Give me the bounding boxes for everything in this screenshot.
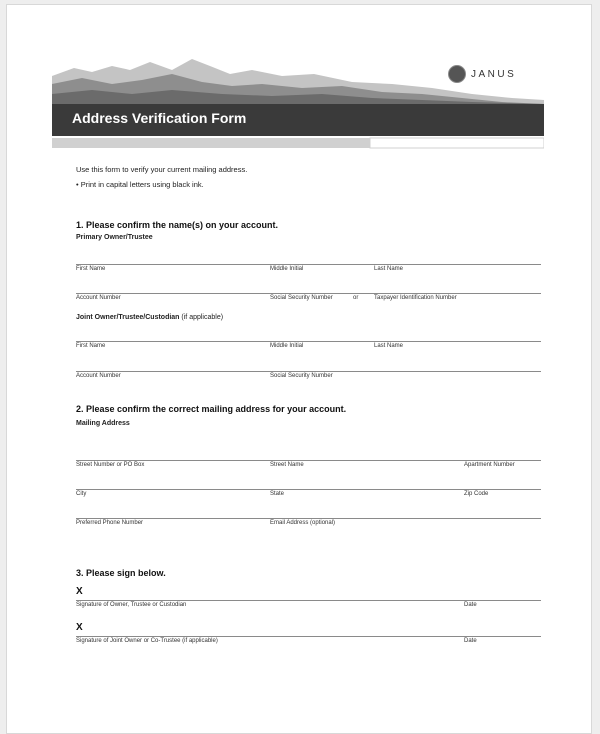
form-title: Address Verification Form: [72, 110, 247, 126]
intro-bullet: [76, 180, 204, 189]
section1-heading: 1. Please confirm the name(s) on your account.: [76, 220, 279, 230]
apartment-number-label: Apartment Number: [464, 462, 515, 468]
state-label: State: [270, 491, 285, 497]
middle-initial-label: Middle Initial: [270, 266, 304, 272]
contact-line[interactable]: [76, 518, 541, 519]
account-number-label: Account Number: [76, 295, 121, 301]
janus-logo: [448, 65, 516, 83]
joint-account-number-label: Account Number: [76, 373, 121, 379]
city-line[interactable]: [76, 489, 541, 490]
last-name-label: Last Name: [374, 266, 404, 272]
city-label: City: [76, 491, 87, 497]
mailing-address-label: Mailing Address: [76, 420, 130, 427]
bullet-icon: •: [76, 180, 81, 189]
joint-first-name-label: First Name: [76, 343, 106, 349]
tin-label: Taxpayer Identification Number: [374, 295, 457, 301]
street-line[interactable]: [76, 460, 541, 461]
joint-owner-label: [76, 314, 223, 321]
phone-label: Preferred Phone Number: [76, 520, 144, 526]
signature2-line[interactable]: [76, 636, 541, 637]
signature1-x-mark: X: [76, 586, 83, 597]
or-label: or: [353, 295, 359, 301]
signature2-label: Signature of Joint Owner or Co-Trustee (if applicable): [76, 638, 218, 644]
joint-ssn-label: Social Security Number: [270, 373, 333, 379]
signature1-label: Signature of Owner, Trustee or Custodian: [76, 602, 187, 608]
section3-heading: 3. Please sign below.: [76, 568, 166, 578]
date2-label: Date: [464, 638, 477, 644]
zip-code-label: Zip Code: [464, 491, 489, 497]
section2-heading: 2. Please confirm the correct mailing address for your account.: [76, 404, 347, 414]
primary-owner-label: Primary Owner/Trustee: [76, 234, 153, 241]
joint-owner-label-text: Joint Owner/Trustee/Custodian: [76, 314, 180, 321]
email-label: Email Address (optional): [270, 520, 336, 526]
signature1-line[interactable]: [76, 600, 541, 601]
joint-name-line[interactable]: [76, 341, 541, 342]
joint-account-line[interactable]: [76, 371, 541, 372]
janus-logo-text: JANUS: [471, 68, 517, 80]
janus-logo-icon: [448, 65, 466, 83]
ssn-label: Social Security Number: [270, 295, 333, 301]
date1-label: Date: [464, 602, 477, 608]
signature2-x-mark: X: [76, 622, 83, 633]
first-name-label: First Name: [76, 266, 106, 272]
joint-last-name-label: Last Name: [374, 343, 404, 349]
primary-name-line[interactable]: [76, 264, 541, 265]
street-number-label: Street Number or PO Box: [76, 462, 145, 468]
intro-text: Use this form to verify your current mailing address.: [76, 165, 248, 174]
street-name-label: Street Name: [270, 462, 304, 468]
joint-middle-initial-label: Middle Initial: [270, 343, 304, 349]
primary-account-line[interactable]: [76, 293, 541, 294]
joint-owner-note: (if applicable): [181, 314, 224, 321]
intro-bullet-text: Print in capital letters using black ink.: [80, 180, 204, 189]
